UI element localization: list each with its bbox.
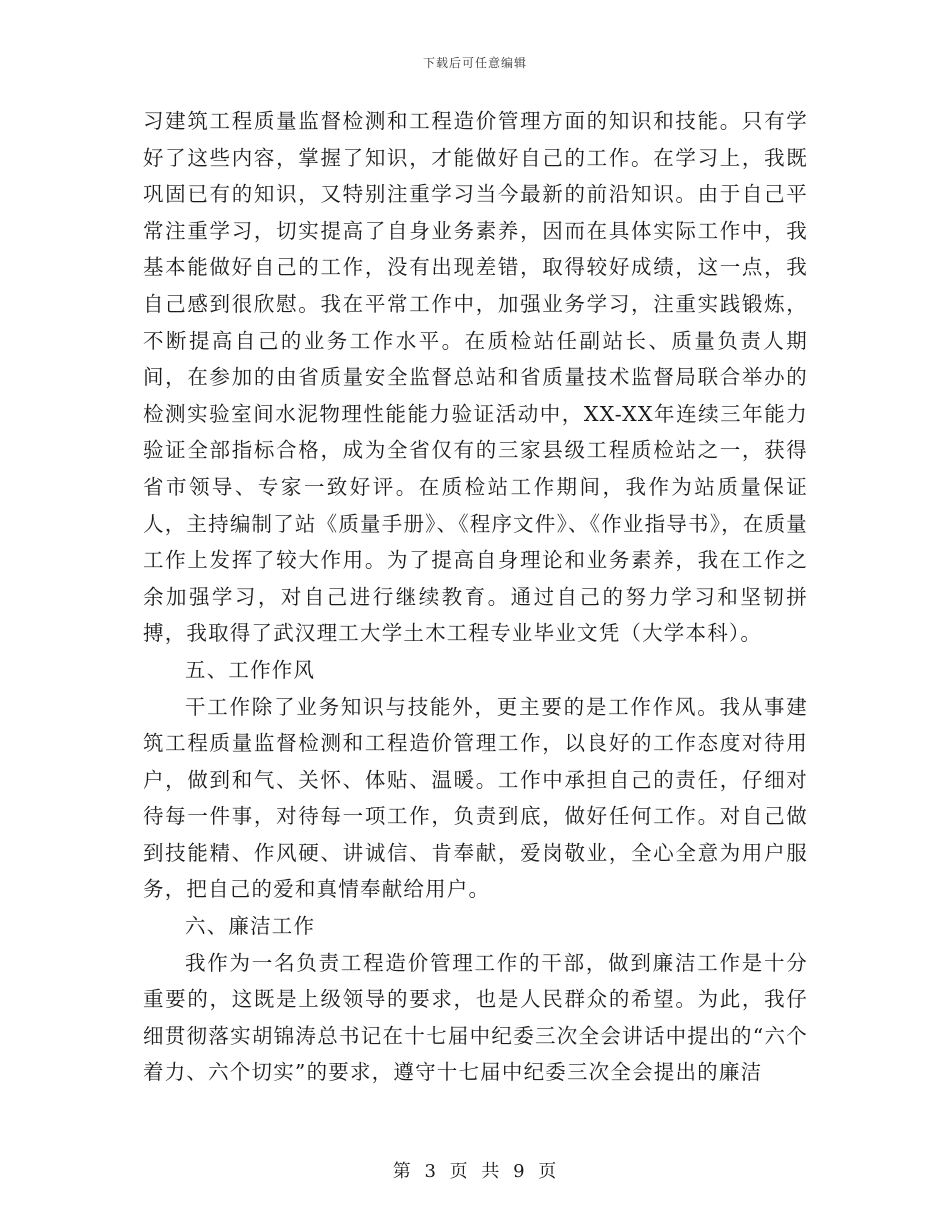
current-page-number: 3 <box>424 1161 437 1182</box>
footer-label-ye-2: 页 <box>538 1161 558 1182</box>
footer-label-gong: 共 <box>481 1161 501 1182</box>
paragraph-3: 我作为一名负责工程造价管理工作的干部，做到廉洁工作是十分重要的，这既是上级领导的要求，也是人民群众的希望。为此，我仔细贯彻落实胡锦涛总书记在十七届中纪委三次全会讲话中提出的“六个着力、六个切实”的要求，遵守十七届中纪委三次全会提出的廉洁 <box>143 950 808 1085</box>
footer-label-di: 第 <box>392 1161 412 1182</box>
section-heading-integrity: 六、廉洁工作 <box>185 914 316 939</box>
footer-label-ye: 页 <box>449 1161 469 1182</box>
page-header: 下载后可任意编辑 <box>422 56 527 70</box>
total-pages-number: 9 <box>513 1161 526 1182</box>
body-content <box>143 103 808 1091</box>
page-footer <box>0 1157 950 1183</box>
paragraph-2: 干工作除了业务知识与技能外，更主要的是工作作风。我从事建筑工程质量监督检测和工程造价管理工作，以良好的工作态度对待用户，做到和气、关怀、体贴、温暖。工作中承担自己的责任，仔细对待每一件事，对待每一项工作，负责到底，做好任何工作。对自己做到技能精、作风硬、讲诚信、肯奉献，爱岗敬业，全心全意为用户服务，把自己的爱和真情奉献给用户。 <box>143 694 808 902</box>
paragraph-1: 习建筑工程质量监督检测和工程造价管理方面的知识和技能。只有学好了这些内容，掌握了知识，才能做好自己的工作。在学习上，我既巩固已有的知识，又特别注重学习当今最新的前沿知识。由于自己平常注重学习，切实提高了自身业务素养，因而在具体实际工作中，我基本能做好自己的工作，没有出现差错，取得较好成绩，这一点，我自己感到很欣慰。我在平常工作中，加强业务学习，注重实践锻炼，不断提高自己的业务工作水平。在质检站任副站长、质量负责人期间，在参加的由省质量安全监督总站和省质量技术监督局联合举办的检测实验室间水泥物理性能能力验证活动中，XX-XX年连续三年能力验证全部指标合格，成为全省仅有的三家县级工程质检站之一，获得省市领导、专家一致好评。在质检站工作期间，我作为站质量保证人，主持编制了站《质量手册》、《程序文件》、《作业指导书》，在质量工作上发挥了较大作用。为了提高自身理论和业务素养，我在工作之余加强学习，对自己进行继续教育。通过自己的努力学习和坚韧拼搏，我取得了武汉理工大学土木工程专业毕业文凭（大学本科）。 <box>143 109 808 646</box>
section-heading-work-style: 五、工作作风 <box>185 657 316 682</box>
